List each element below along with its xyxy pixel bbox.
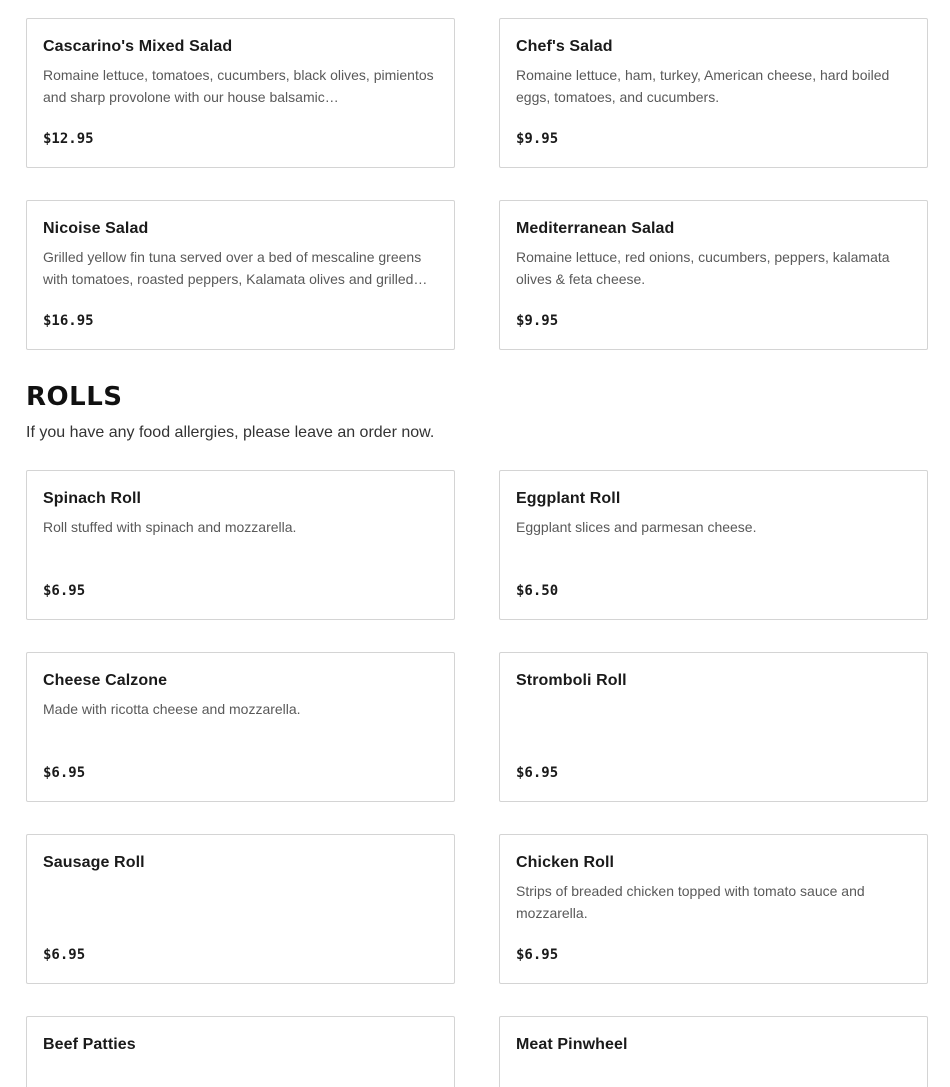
menu-item-name: Nicoise Salad bbox=[43, 220, 149, 237]
menu-item-card[interactable] bbox=[26, 470, 455, 620]
menu-item-name: Sausage Roll bbox=[43, 854, 145, 871]
salads-grid bbox=[26, 18, 928, 350]
menu-item-card[interactable] bbox=[499, 834, 928, 984]
menu-item-name: Spinach Roll bbox=[43, 490, 142, 507]
menu-item-name: Mediterranean Salad bbox=[516, 220, 675, 237]
rolls-grid bbox=[26, 470, 928, 1087]
menu-item-description: Romaine lettuce, ham, turkey, American cheese, hard boiled eggs, tomatoes, and cucumbers. bbox=[516, 67, 890, 105]
menu-item-name: Chicken Roll bbox=[516, 854, 615, 871]
menu-item-description: Eggplant slices and parmesan cheese. bbox=[516, 519, 757, 535]
menu-item-description: Roll stuffed with spinach and mozzarella. bbox=[43, 519, 297, 535]
menu-item-description: Strips of breaded chicken topped with tomato sauce and mozzarella. bbox=[516, 883, 865, 921]
menu-item-name: Eggplant Roll bbox=[516, 490, 621, 507]
menu-item-description: Made with ricotta cheese and mozzarella. bbox=[43, 701, 301, 717]
menu-item-card[interactable] bbox=[26, 652, 455, 802]
menu-item-price: $6.50 bbox=[516, 583, 559, 599]
menu-item-description: Romaine lettuce, red onions, cucumbers, peppers, kalamata olives & feta cheese. bbox=[516, 249, 890, 287]
menu-item-card[interactable] bbox=[26, 18, 455, 168]
menu-item-name: Meat Pinwheel bbox=[516, 1036, 628, 1053]
menu-item-name: Cheese Calzone bbox=[43, 672, 168, 689]
menu-item-card[interactable] bbox=[499, 470, 928, 620]
menu-item-name: Chef's Salad bbox=[516, 38, 613, 55]
menu-item-price: $9.95 bbox=[516, 131, 559, 147]
menu-item-price: $12.95 bbox=[43, 131, 94, 147]
menu-item-card[interactable] bbox=[499, 18, 928, 168]
section-title-rolls: ROLLS bbox=[26, 382, 123, 412]
menu-item-card[interactable] bbox=[499, 652, 928, 802]
menu-item-price: $16.95 bbox=[43, 313, 94, 329]
allergy-note: If you have any food allergies, please leave an order now. bbox=[26, 424, 435, 441]
menu-item-name: Cascarino's Mixed Salad bbox=[43, 38, 233, 55]
menu-item-card[interactable] bbox=[26, 834, 455, 984]
menu-item-card[interactable] bbox=[499, 1016, 928, 1087]
menu-item-price: $6.95 bbox=[43, 765, 86, 781]
menu-item-card[interactable] bbox=[26, 1016, 455, 1087]
menu-item-name: Beef Patties bbox=[43, 1036, 136, 1053]
menu-item-card[interactable] bbox=[26, 200, 455, 350]
menu-item-price: $9.95 bbox=[516, 313, 559, 329]
menu-item-description: Grilled yellow fin tuna served over a bed of mescaline greens with tomatoes, roasted peppers, Kalamata olives and grilled… bbox=[43, 249, 428, 287]
menu-item-price: $6.95 bbox=[516, 765, 559, 781]
menu-item-description: Romaine lettuce, tomatoes, cucumbers, black olives, pimientos and sharp provolone with our house balsamic… bbox=[43, 67, 434, 105]
menu-item-price: $6.95 bbox=[516, 947, 559, 963]
menu-item-price: $6.95 bbox=[43, 583, 86, 599]
menu-item-card[interactable] bbox=[499, 200, 928, 350]
menu-item-name: Stromboli Roll bbox=[516, 672, 627, 689]
menu-item-price: $6.95 bbox=[43, 947, 86, 963]
